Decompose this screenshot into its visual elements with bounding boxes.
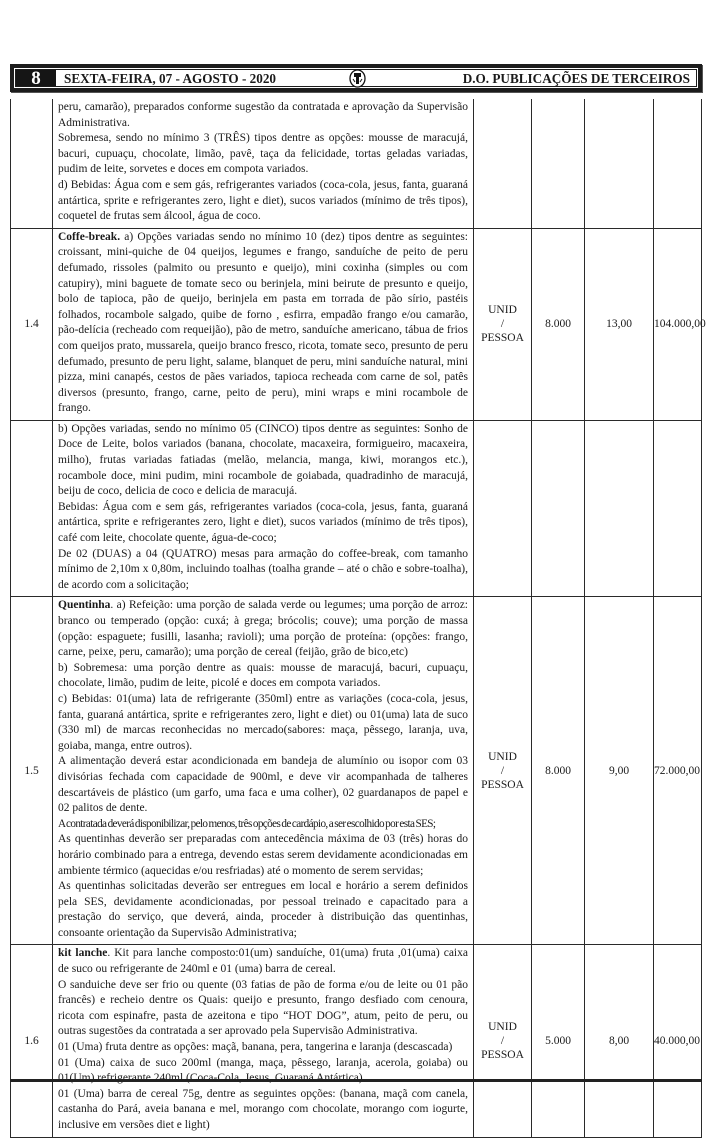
- page-header: [10, 64, 702, 92]
- unit-price: 8,00: [585, 945, 654, 1137]
- description-paragraph: [58, 547, 468, 594]
- table-row: [11, 945, 702, 1137]
- quantity: 8.000: [532, 597, 585, 945]
- paragraph-text: a) Opções variadas sendo no mínimo 10 (dez) tipos dentre as seguintes: croissant, mini-quiche de 04 queijos, legumes e frango, sanduíche de peito de peru defumado, rissoles (palmito ou presunto e queijo), mini coxinha (simples ou com catupiry), mini baguete de tomate seco ou berinjela, mini beirute de presunto e queijo, bolo de tapioca, pão de queijo, berinjela em pasta em torrada de pão sírio, pastéis folhados, rocambole salgado, quibe de forno , esfirra, empadão frango e/ou camarão, pão-delícia (recheado com requeijão), pão de metro, sanduíche americano, tábua de frios com queijos prato, mussarela, queijo branco fresco, ricota, tomate seco, presunto de peru defumado, presunto de peru light, salame, blanquet de peru, mini sanduíche natural, mini pizza, mini canapés, cestos de pães variados, tapioca recheada com carne de sol, patês diversos (presunto, frango, carne, peito de peru), mini wraps e mini rocambole de frango.: [58, 230, 468, 415]
- item-description: [53, 99, 474, 228]
- footer-rule: [10, 1079, 702, 1082]
- quantity: 5.000: [532, 945, 585, 1137]
- item-title: Coffe-break.: [58, 230, 121, 243]
- total-price: [654, 99, 702, 228]
- item-title: Quentinha: [58, 599, 111, 612]
- page-number: 8: [16, 70, 56, 86]
- publication-date: SEXTA-FEIRA, 07 - AGOSTO - 2020: [64, 71, 277, 86]
- total-price: 104.000,00: [654, 228, 702, 420]
- quantity: 8.000: [532, 228, 585, 420]
- unit-line: UNID: [488, 750, 517, 763]
- description-paragraph: [58, 1087, 468, 1134]
- description-paragraph: [58, 100, 468, 131]
- item-title: kit lanche: [58, 947, 108, 960]
- item-description: [53, 945, 474, 1137]
- paragraph-text: O sanduiche deve ser frio ou quente (03 fatias de pão de forma e/ou de leite ou 01 pão francês) e recheio dentre os Quais: queijo e presunto, frango desfiado com cenoura, ricota com espinafre, pasta de azeitona e tipo “HOT DOG”, atum, peito de peru, ou outras sugestões da contratada a ser aprovado pela Supervisão Administrativa.: [58, 978, 468, 1038]
- description-paragraph: [58, 754, 468, 816]
- description-paragraph: [58, 879, 468, 941]
- description-paragraph: [58, 1056, 468, 1087]
- unit-line: PESSOA: [481, 778, 524, 791]
- item-number: [11, 420, 53, 597]
- paragraph-text: Bebidas: Água com e sem gás, refrigerantes variados (coca-cola, jesus, fanta, guaraná antártica, sprite e refrigerantes zero, light e diet), sucos variados (mínimo de três tipos), café com leite, chocolate quente, água-de-coco;: [58, 500, 468, 545]
- item-description: [53, 420, 474, 597]
- paragraph-text: De 02 (DUAS) a 04 (QUATRO) mesas para armação do coffee-break, com tamanho mínimo de 2,10m x 0,80m, incluindo toalhas (toalha grande – até o chão e sobre-toalha), de acordo com a solicitação;: [58, 547, 468, 591]
- description-paragraph: [58, 598, 468, 660]
- unit-of-measure: [474, 597, 532, 945]
- paragraph-text: . Kit para lanche composto:01(um) sanduíche, 01(uma) fruta ,01(uma) caixa de suco ou refrigerante de 240ml e 01 (uma) barra de cereal.: [58, 947, 468, 976]
- description-paragraph: [58, 692, 468, 754]
- paragraph-text: A contratada deverá disponibilizar, pelo menos, três opções de cardápio, a ser escolhido por esta SES;: [58, 817, 436, 830]
- unit-line: /: [500, 318, 505, 331]
- description-paragraph: [58, 1040, 468, 1056]
- paragraph-text: Sobremesa, sendo no mínimo 3 (TRÊS) tipos dentre as opções: mousse de maracujá, bacuri, cupuaçu, chocolate, limão, pavê, taça da felicidade, tortas geladas variadas, pudim de leite, sorvetes e doces em compota variados.: [58, 132, 468, 176]
- paragraph-text: 01 (Uma) caixa de suco 200ml (manga, maça, pêssego, laranja, acerola, goiaba) ou: [58, 1056, 468, 1069]
- paragraph-text: d) Bebidas: Água com e sem gás, refrigerantes variados (coca-cola, jesus, fanta, guaraná antártica, sprite e refrigerantes zero, light e diet), sucos variados (mínimo de três tipos), coquetel de frutas sem álcool, água de coco.: [58, 178, 468, 223]
- paragraph-text: peru, camarão), preparados conforme sugestão da contratada e aprovação da Supervisão Administrativa.: [58, 101, 468, 129]
- description-paragraph: [58, 832, 468, 879]
- description-paragraph: [58, 178, 468, 225]
- unit-line: PESSOA: [481, 332, 524, 345]
- item-description: [53, 597, 474, 945]
- unit-price: [585, 420, 654, 597]
- paragraph-text: c) Bebidas: 01(uma) lata de refrigerante (350ml) entre as variações (coca-cola, jesus, fanta, guaraná antártica, sprite e refrigerantes zero, light e diet) ou 01(uma) lata de suco (330 ml) de marcas reconhecidas no mercado(sabores: maça, pêssego, laranja, uva, goiaba, manga, entre outros).: [58, 692, 468, 752]
- item-number: [11, 99, 53, 228]
- coat-of-arms-icon: [349, 69, 366, 88]
- paragraph-text: As quentinhas solicitadas deverão ser entregues em local e horário a serem definidos pela SES, devidamente acondicionadas, por pessoal treinado e capacitado para a prestação do serviço, que deverá, ainda, proceder à distribuição das quentinhas, consoante orientação da Supervisão Administrativa;: [58, 880, 468, 939]
- paragraph-text: As quentinhas deverão ser preparadas com antecedência máxima de 03 (três) horas do horário combinado para a entrega, devendo estas serem devidamente acondicionadas em ambiente térmico (aquecidas e/ou resfriadas) até o momento de serem servidas;: [58, 833, 468, 877]
- unit-of-measure: [474, 99, 532, 228]
- quantity: [532, 420, 585, 597]
- unit-of-measure: [474, 945, 532, 1137]
- description-paragraph: [58, 422, 468, 500]
- table-row: [11, 99, 702, 228]
- unit-of-measure: [474, 420, 532, 597]
- item-number: 1.6: [11, 945, 53, 1137]
- description-paragraph: [58, 230, 468, 417]
- total-price: 40.000,00: [654, 945, 702, 1137]
- items-table: [10, 99, 706, 1138]
- table-row: [11, 597, 702, 945]
- unit-line: UNID: [488, 1021, 517, 1034]
- page-header-inner: [15, 69, 697, 87]
- paragraph-text: A alimentação deverá estar acondicionada em bandeja de alumínio ou isopor com 03 divisórias fechada com capacidade de 900ml, e deve vir acompanhada de talheres descartáveis de plástico (um garfo, uma faca e uma colher), 02 guardanapos de papel e 02 palitos de dente.: [58, 755, 468, 815]
- table-row: [11, 228, 702, 420]
- paragraph-text: 01 (Uma) fruta dentre as opções: maçã, banana, pera, tangerina e laranja (descascada): [58, 1041, 453, 1054]
- item-description: [53, 228, 474, 420]
- description-paragraph: [58, 946, 468, 977]
- paragraph-text: 01 (Uma) barra de cereal 75g, dentre as seguintes opções: (banana, maçã com canela, castanha do Pará, aveia banana e mel, morango com chocolate, morango com iogurte, inclusive em versões diet e light): [58, 1087, 468, 1131]
- description-paragraph: [58, 978, 468, 1040]
- total-price: 72.000,00: [654, 597, 702, 945]
- unit-line: /: [500, 1035, 505, 1048]
- unit-line: UNID: [488, 304, 517, 317]
- unit-of-measure: [474, 228, 532, 420]
- description-paragraph: [58, 817, 468, 833]
- total-price: [654, 420, 702, 597]
- description-paragraph: [58, 500, 468, 547]
- quantity: [532, 99, 585, 228]
- paragraph-text: b) Opções variadas, sendo no mínimo 05 (CINCO) tipos dentre as seguintes: Sonho de Doce de Leite, bolos variados (banana, chocolate, macaxeira, formigueiro, macaxeira, milho), frutas variadas fatiadas (melão, melancia, manga, kiwi, morangos etc.), rocambole doce, mini pudim, mini rocambole de goiabada, quadradinho de maracujá, beiju de coco, delicia de coco e delicia de maracujá.: [58, 422, 468, 498]
- unit-line: /: [500, 764, 505, 777]
- unit-line: PESSOA: [481, 1049, 524, 1062]
- item-number: 1.4: [11, 228, 53, 420]
- paragraph-text: . a) Refeição: uma porção de salada verde ou legumes; uma porção de arroz: branco ou temperado (opção: cuxá; à grega; brócolis; couve); uma porção de massa (opção: espaguete; fusilli, lasanha; ravioli); uma porção de proteína: (opções: frango, carne, peixe, peru, camarão); uma porção de cereal (feijão, grão de bico,etc): [58, 599, 468, 659]
- description-paragraph: [58, 131, 468, 178]
- publication-section-title: D.O. PUBLICAÇÕES DE TERCEIROS: [462, 71, 690, 86]
- table-row: [11, 420, 702, 597]
- paragraph-text: b) Sobremesa: uma porção dentre as quais: mousse de maracujá, bacuri, cupuaçu, chocolate, limão, pudim de leite, picolé e doces em compota variados.: [58, 661, 468, 690]
- unit-price: 13,00: [585, 228, 654, 420]
- unit-price: [585, 99, 654, 228]
- description-paragraph: [58, 661, 468, 692]
- item-number: 1.5: [11, 597, 53, 945]
- unit-price: 9,00: [585, 597, 654, 945]
